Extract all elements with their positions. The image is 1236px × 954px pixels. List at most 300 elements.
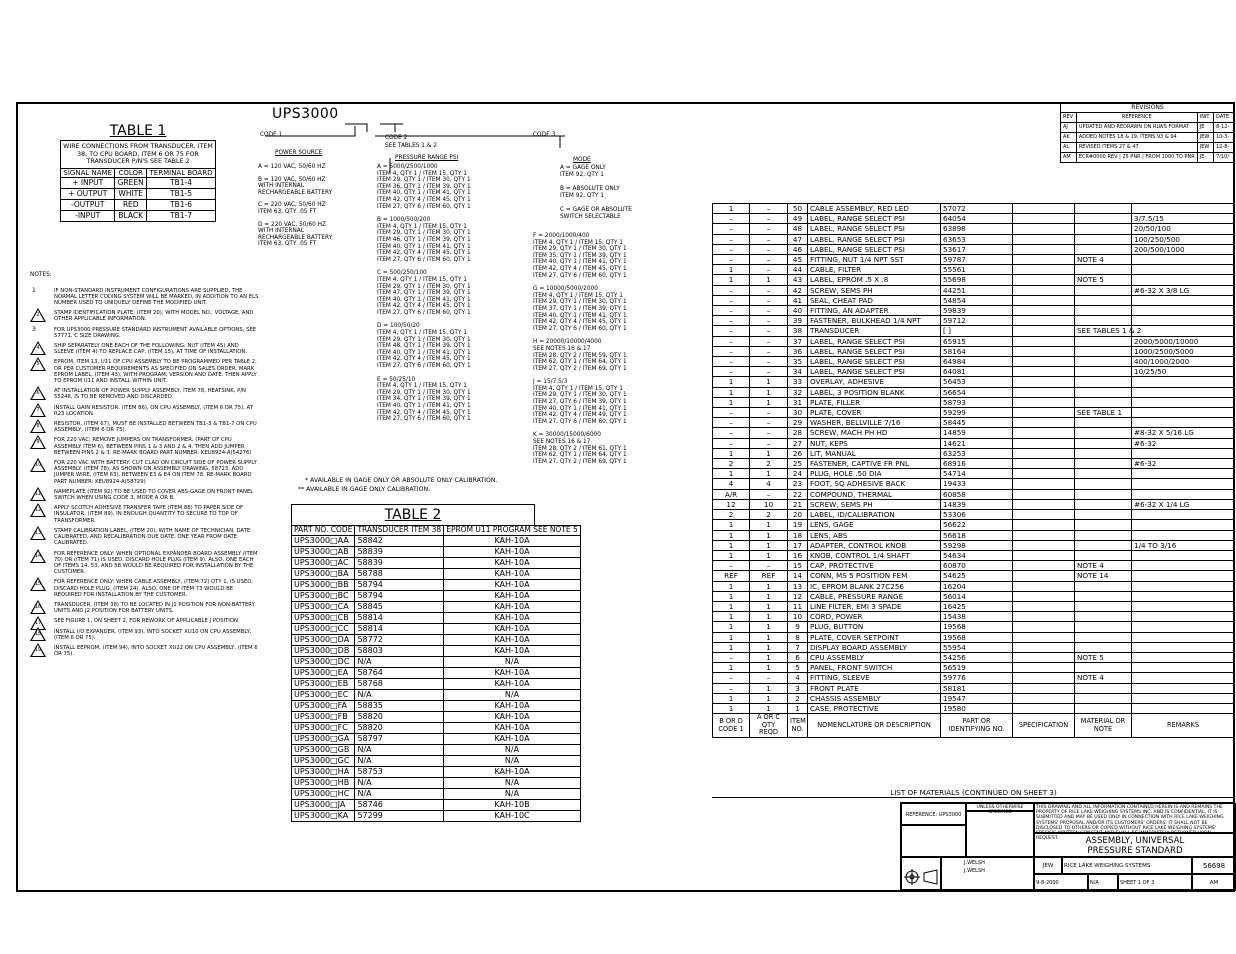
bom-cell: PLUG, HOLE .50 DIA [808, 469, 941, 479]
note-item [30, 645, 260, 657]
bom-cell: 26 [788, 448, 808, 458]
bom-cell: 19568 [941, 622, 1013, 632]
bom-cell: – [750, 234, 788, 244]
bom-cell [1132, 622, 1235, 632]
bom-cell: 48 [788, 224, 808, 234]
bom-cell [1013, 387, 1075, 397]
bom-cell [1132, 469, 1235, 479]
table-row [713, 499, 1235, 509]
table-2-cell: 58794 [355, 579, 444, 590]
bom-cell [1132, 673, 1235, 683]
table-2-cell: KAH-10A [444, 623, 581, 634]
bom-cell [1013, 255, 1075, 265]
bom-cell [1075, 693, 1132, 703]
bom-cell [1132, 530, 1235, 540]
table-2-cell: UPS3000□DB [292, 645, 355, 656]
revisions-title: REVISIONS [1061, 103, 1235, 113]
bom-cell [1132, 306, 1235, 316]
note-number: 7 [36, 406, 40, 413]
bom-cell: 1 [713, 530, 750, 540]
code-option: A = 5000/2500/1000 ITEM 4, QTY 1 / ITEM 15, QTY 1 ITEM 29, QTY 1 / ITEM 30, QTY 1 ITEM 36, QTY 1 / ITEM 39, QTY 1 ITEM 40, QTY 1 / ITEM 41, QTY 1 ITEM 42, QTY 4 / ITEM 45, QTY 1 ITEM 27, QTY 6 / ITEM 60, QTY 1 [377, 164, 471, 210]
note-number: 8 [36, 423, 40, 430]
bom-cell [1013, 214, 1075, 224]
bom-cell [1013, 652, 1075, 662]
table-row [713, 591, 1235, 601]
bom-cell: 16425 [941, 601, 1013, 611]
bom-cell [1132, 408, 1235, 418]
bom-cell: 58445 [941, 418, 1013, 428]
checked-by: J.WELSH [964, 868, 985, 874]
table-row [292, 535, 581, 546]
table-2-cell: KAH-10B [444, 799, 581, 810]
table-row [713, 571, 1235, 581]
bom-cell: 1 [713, 591, 750, 601]
code-2-heading: PRESSURE RANGE PSI [395, 155, 459, 161]
bom-cell: #6-32 [1132, 459, 1235, 469]
bom-cell: 1 [750, 652, 788, 662]
table-row [292, 656, 581, 667]
bom-cell [1075, 397, 1132, 407]
table-row [713, 255, 1235, 265]
code-2-label: CODE 2 [385, 135, 408, 141]
revisions-header: REFERENCE [1076, 113, 1197, 123]
code-2-column-2 [533, 233, 693, 472]
table-row [713, 234, 1235, 244]
bom-cell: LABEL, RANGE SELECT PSI [808, 336, 941, 346]
table-row [713, 438, 1235, 448]
bom-cell: 42 [788, 285, 808, 295]
bom-cell: – [750, 326, 788, 336]
table-2 [291, 504, 578, 822]
bom-cell: 44 [788, 265, 808, 275]
bom-cell [1132, 448, 1235, 458]
bom-cell: CASE, PROTECTIVE [808, 703, 941, 713]
note-text: FOR 220 VAC WITH BATTERY: CUT CLAD ON CIRCUIT SIDE OF POWER SUPPLY ASSEMBLY. (ITEM 78), AS SHOWN ON ASSEMBLY DRAWING, 58723. ADD JUMPER WIRE, (ITEM 63), BETWEEN E3 & E4 ON ITEM 78. RE-MARK BOARD PART NUMBER: KEU8924-A(58729) [54, 460, 257, 485]
bom-cell: 56014 [941, 591, 1013, 601]
revision-cell: ECR#0000 REV | 25 PNR | FROM 1000 TO PNR [1076, 153, 1197, 163]
approved-by: JEW [1034, 857, 1062, 874]
table-2-cell: 58814 [355, 612, 444, 623]
bom-cell: 49 [788, 214, 808, 224]
table-2-cell: 58839 [355, 546, 444, 557]
table-2-cell: N/A [355, 656, 444, 667]
bom-cell: TRANSDUCER [808, 326, 941, 336]
bom-cell: 25 [788, 459, 808, 469]
revisions-header: INIT [1197, 113, 1213, 123]
bom-cell: REF [750, 571, 788, 581]
bom-cell [1013, 448, 1075, 458]
bom-cell [1075, 489, 1132, 499]
bom-cell: PLATE, FILLER [808, 397, 941, 407]
bom-cell: 1 [750, 550, 788, 560]
note-text: RESISTOR, (ITEM 67), MUST BE INSTALLED BETWEEN TB1-3 & TB1-7 ON CPU ASSEMBLY, (ITEM 6 OR 75). [54, 421, 257, 434]
table-row [292, 689, 581, 700]
bom-cell [1132, 601, 1235, 611]
table-2-cell: 58794 [355, 590, 444, 601]
bom-cell [1013, 469, 1075, 479]
table-2-cell: N/A [444, 788, 581, 799]
title-block-reference: REFERENCE: UPS3000 [901, 803, 966, 825]
bom-cell: 1 [713, 703, 750, 713]
table-2-cell: UPS3000□HA [292, 766, 355, 777]
table-row [61, 177, 216, 188]
bom-cell: LABEL, RANGE SELECT PSI [808, 346, 941, 356]
bom-cell [1013, 540, 1075, 550]
bom-cell: – [750, 306, 788, 316]
table-2-cell: KAH-10C [444, 810, 581, 821]
table-1-cell: TB1-4 [147, 177, 216, 188]
bom-cell: LABEL, EPROM .5 X .8 [808, 275, 941, 285]
table-2-cell: UPS3000□HB [292, 777, 355, 788]
table-2-cell: UPS3000□CA [292, 601, 355, 612]
bom-cell: 1 [750, 275, 788, 285]
bom-cell [1075, 346, 1132, 356]
bom-cell: 64984 [941, 357, 1013, 367]
bom-cell [1075, 357, 1132, 367]
note-item [30, 421, 260, 433]
table-row [713, 275, 1235, 285]
bom-cell [1132, 479, 1235, 489]
bom-cell: 14859 [941, 428, 1013, 438]
bom-cell [1075, 663, 1132, 673]
bom-cell [1075, 438, 1132, 448]
bom-cell: – [713, 244, 750, 254]
bom-cell [1132, 550, 1235, 560]
revision-cell: JEW [1197, 133, 1213, 143]
bom-cell [1013, 479, 1075, 489]
bom-cell: KNOB, CONTROL 1/4 SHAFT [808, 550, 941, 560]
bom-cell: 55698 [941, 275, 1013, 285]
bom-cell: 2 [713, 459, 750, 469]
title-block-material [901, 825, 966, 857]
bom-table [712, 203, 1235, 738]
bom-cell: – [713, 346, 750, 356]
table-row [713, 693, 1235, 703]
bom-cell: – [713, 428, 750, 438]
table-row [61, 210, 216, 221]
table-row [292, 733, 581, 744]
table-2-cell: UPS3000□EC [292, 689, 355, 700]
code-option: C = 220 VAC, 50/60 HZ ITEM 63, QTY .05 FT [258, 202, 326, 215]
bom-cell: 55954 [941, 642, 1013, 652]
bom-cell [1013, 703, 1075, 713]
note-text: FOR REFERENCE ONLY: WHEN OPTIONAL EXPANDER BOARD ASSEMBLY (ITEM 70) OR (ITEM 71) IS USED, DISCARD HOLE PLUG (ITEM 9). ALSO, ONE EACH OF ITEMS 14, 53, AND 58 WOULD BE REQUIRED FOR INSTALLATION BY THE CUSTOMER. [54, 550, 258, 576]
bom-cell: PLATE, COVER [808, 408, 941, 418]
bom-cell: 1 [713, 550, 750, 560]
note-text: INSTALL I/O EXPANDER, (ITEM 93), INTO SOCKET XU10 ON CPU ASSEMBLY, (ITEM 6 OR 75). [54, 628, 252, 641]
bom-cell: 41 [788, 295, 808, 305]
bom-cell: 1 [750, 377, 788, 387]
bom-cell: 1 [713, 612, 750, 622]
bom-cell [1013, 295, 1075, 305]
table-2-cell: 58746 [355, 799, 444, 810]
bom-cell: 58181 [941, 683, 1013, 693]
table-row [713, 387, 1235, 397]
bom-cell: 1 [713, 540, 750, 550]
bom-cell: 19568 [941, 632, 1013, 642]
revision-cell: 8-12- [1214, 123, 1235, 133]
bom-cell: 43 [788, 275, 808, 285]
table-2-cell: UPS3000□AB [292, 546, 355, 557]
table-2-cell: N/A [355, 777, 444, 788]
table-row [713, 367, 1235, 377]
bom-cell: 16 [788, 550, 808, 560]
table-2-cell: UPS3000□AA [292, 535, 355, 546]
table-2-cell: UPS3000□BB [292, 579, 355, 590]
bom-cell: DISPLAY BOARD ASSEMBLY [808, 642, 941, 652]
note-item [30, 629, 260, 641]
bom-cell [1013, 408, 1075, 418]
bom-cell [1132, 510, 1235, 520]
bom-cell: 19547 [941, 693, 1013, 703]
bom-cell [1013, 581, 1075, 591]
table-row [713, 530, 1235, 540]
bom-cell: – [750, 336, 788, 346]
model-title: UPS3000 [272, 106, 339, 122]
bom-cell: 54714 [941, 469, 1013, 479]
table-2-cell: KAH-10A [444, 546, 581, 557]
table-2-cell: 58768 [355, 678, 444, 689]
bom-cell [1013, 265, 1075, 275]
bom-cell: – [713, 438, 750, 448]
bom-cell: SEE TABLE 1 [1075, 408, 1132, 418]
drawing-number: 56698 [1192, 857, 1236, 874]
revision-cell: AJ [1061, 123, 1077, 133]
table-1-cell: TB1-5 [147, 188, 216, 199]
bom-cell: 65915 [941, 336, 1013, 346]
table-2-cell: KAH-10A [444, 700, 581, 711]
bom-cell: 1 [713, 469, 750, 479]
note-item [30, 288, 260, 307]
note-number: 17 [34, 620, 42, 627]
bom-cell: #6-32 X 1/4 LG [1132, 499, 1235, 509]
table-2-cell: UPS3000□GB [292, 744, 355, 755]
bom-cell [1075, 601, 1132, 611]
table-1-cell: WHITE [115, 188, 147, 199]
bom-cell: 46 [788, 244, 808, 254]
bom-cell: – [713, 234, 750, 244]
table-2-cell: 58764 [355, 667, 444, 678]
table-2-cell: UPS3000□FA [292, 700, 355, 711]
bom-cell: SCREW, SEMS PH [808, 499, 941, 509]
bom-header: PART OR IDENTIFYING NO. [941, 714, 1013, 738]
note-number: 10 [34, 462, 42, 469]
bom-cell [1013, 673, 1075, 683]
bom-cell: 1 [713, 377, 750, 387]
bom-cell: 1 [788, 703, 808, 713]
bom-header: B OR D CODE 1 [713, 714, 750, 738]
table-row [713, 397, 1235, 407]
bom-cell [1013, 418, 1075, 428]
note-text: SEE FIGURE 1, ON SHEET 2, FOR REWORK OF APPLICABLE J POSITION. [54, 618, 240, 625]
bom-cell [1132, 561, 1235, 571]
bom-cell [1013, 499, 1075, 509]
table-2-cell: 58820 [355, 722, 444, 733]
bom-cell: – [713, 326, 750, 336]
table-row [713, 346, 1235, 356]
revision-flag-icon [30, 577, 46, 591]
bom-cell: – [713, 561, 750, 571]
bom-cell [1075, 265, 1132, 275]
table-row [292, 579, 581, 590]
bom-cell: 1 [750, 540, 788, 550]
note-number: 16 [34, 603, 42, 610]
bom-cell: 54634 [941, 550, 1013, 560]
bom-cell: 1 [713, 397, 750, 407]
bom-cell: 1 [750, 612, 788, 622]
table-2-cell: UPS3000□CB [292, 612, 355, 623]
bom-cell: 1 [713, 275, 750, 285]
bom-cell [1075, 234, 1132, 244]
bom-cell [1013, 550, 1075, 560]
table-2-cell: UPS3000□DA [292, 634, 355, 645]
table-2-cell: 58788 [355, 568, 444, 579]
bom-cell [1075, 642, 1132, 652]
bom-cell: – [750, 489, 788, 499]
bom-cell: NOTE 4 [1075, 561, 1132, 571]
bom-cell [1075, 612, 1132, 622]
bom-cell: 1 [713, 622, 750, 632]
bom-cell: 10 [750, 499, 788, 509]
code-option: A = 120 VAC, 50/60 HZ [258, 164, 326, 170]
table-2-cell: 58845 [355, 601, 444, 612]
bom-cell: 21 [788, 499, 808, 509]
note-item [30, 528, 260, 547]
bom-cell [1075, 540, 1132, 550]
note-item [30, 551, 260, 576]
bom-cell: – [750, 561, 788, 571]
bom-cell [1075, 224, 1132, 234]
bom-cell: #8-32 X 5/16 LG [1132, 428, 1235, 438]
bom-cell [1075, 469, 1132, 479]
table-1-cell: TB1-6 [147, 199, 216, 210]
bom-cell: 200/500/1000 [1132, 244, 1235, 254]
bom-cell: SCREW, SEMS PH [808, 285, 941, 295]
note-item [30, 327, 260, 339]
revision-flag-icon [30, 308, 46, 322]
notes-section [30, 272, 260, 661]
note-item [30, 343, 260, 355]
table-2-cell: KAH-10A [444, 601, 581, 612]
bom-cell: 1 [750, 693, 788, 703]
bom-cell: 44251 [941, 285, 1013, 295]
bom-cell: 10/25/50 [1132, 367, 1235, 377]
table-row [713, 612, 1235, 622]
bom-cell [1075, 204, 1132, 214]
bom-cell [1132, 295, 1235, 305]
bom-cell: OVERLAY, ADHESIVE [808, 377, 941, 387]
bom-cell: NOTE 5 [1075, 652, 1132, 662]
bom-cell: – [713, 336, 750, 346]
table-2-cell: 58797 [355, 733, 444, 744]
table-2-cell: UPS3000□BA [292, 568, 355, 579]
bom-cell: 16204 [941, 581, 1013, 591]
bom-cell: LABEL, RANGE SELECT PSI [808, 357, 941, 367]
note-item [30, 460, 260, 485]
code-3-heading: MODE [573, 157, 591, 163]
table-2-header: EPROM U11 PROGRAM SEE NOTE 5 [444, 526, 581, 536]
table-2-cell: KAH-10A [444, 612, 581, 623]
bom-cell: 31 [788, 397, 808, 407]
bom-cell: 2 [750, 510, 788, 520]
bom-cell: LABEL, RANGE SELECT PSI [808, 244, 941, 254]
bom-cell: 1 [750, 397, 788, 407]
bom-cell: – [713, 357, 750, 367]
table-2-cell: KAH-10A [444, 568, 581, 579]
revision-cell: 10-3- [1214, 133, 1235, 143]
table-row [713, 408, 1235, 418]
bom-cell: 64054 [941, 214, 1013, 224]
bom-cell: – [713, 683, 750, 693]
bom-cell [1013, 520, 1075, 530]
revision-flag-icon [30, 419, 46, 433]
bom-cell [1132, 204, 1235, 214]
bom-cell: 1 [750, 530, 788, 540]
bom-cell: 33 [788, 377, 808, 387]
revision-flag-icon [30, 487, 46, 501]
table-2-cell: N/A [444, 744, 581, 755]
table-2-cell: UPS3000□BC [292, 590, 355, 601]
table-2-cell: UPS3000□GC [292, 755, 355, 766]
bom-cell: 60870 [941, 561, 1013, 571]
revision-flag-icon [30, 503, 46, 517]
bom-cell: 19 [788, 520, 808, 530]
note-text: STAMP IDENTIFICATION PLATE, (ITEM 20), WITH MODEL NO., VOLTAGE, AND OTHER APPLICABLE INFORMATION. [54, 310, 254, 323]
bom-cell: 59712 [941, 316, 1013, 326]
bom-cell: 1 [713, 601, 750, 611]
revisions-header: DATE [1214, 113, 1235, 123]
code-1-options [258, 164, 373, 254]
title-block [900, 802, 1235, 890]
table-2-cell: KAH-10A [444, 579, 581, 590]
projection-symbol [901, 857, 941, 891]
bom-cell [1075, 581, 1132, 591]
bom-cell: 1 [750, 591, 788, 601]
table-row [1061, 143, 1235, 153]
bom-cell: 27 [788, 438, 808, 448]
bom-cell: 20/50/100 [1132, 224, 1235, 234]
revision-cell: JE [1197, 123, 1213, 133]
note-number: 1 [32, 286, 36, 294]
code-2-column-1 [377, 164, 527, 430]
bom-cell: CABLE, FILTER [808, 265, 941, 275]
bom-cell: 1 [713, 204, 750, 214]
bom-cell [1075, 214, 1132, 224]
table-row [292, 711, 581, 722]
company-name: RICE LAKE WEIGHING SYSTEMS [1062, 857, 1192, 874]
table-2-cell: UPS3000□HC [292, 788, 355, 799]
bom-cell [1132, 612, 1235, 622]
bom-cell [1013, 459, 1075, 469]
bom-cell: 56618 [941, 530, 1013, 540]
bom-cell: 12 [713, 499, 750, 509]
bom-cell [1075, 550, 1132, 560]
revision-cell: 12-8- [1214, 143, 1235, 153]
table-row [713, 295, 1235, 305]
bom-cell: 1 [750, 387, 788, 397]
table-row [292, 678, 581, 689]
revision-cell: AL [1061, 143, 1077, 153]
bom-cell [1132, 377, 1235, 387]
notes-heading: NOTES: [30, 272, 52, 278]
bom-cell [1013, 489, 1075, 499]
bom-cell: 56654 [941, 387, 1013, 397]
table-row [713, 673, 1235, 683]
code-option: E = 50/25/10 ITEM 4, QTY 1 / ITEM 15, QTY 1 ITEM 29, QTY 1 / ITEM 30, QTY 1 ITEM 34, QTY 1 / ITEM 39, QTY 1 ITEM 40, QTY 1 / ITEM 41, QTY 1 ITEM 42, QTY 4 / ITEM 45, QTY 1 ITEM 27, QTY 6 / ITEM 60, QTY 1 [377, 376, 471, 423]
bom-cell [1075, 459, 1132, 469]
bom-cell: 1 [713, 581, 750, 591]
drawn-by: J.WELSH [964, 860, 985, 866]
